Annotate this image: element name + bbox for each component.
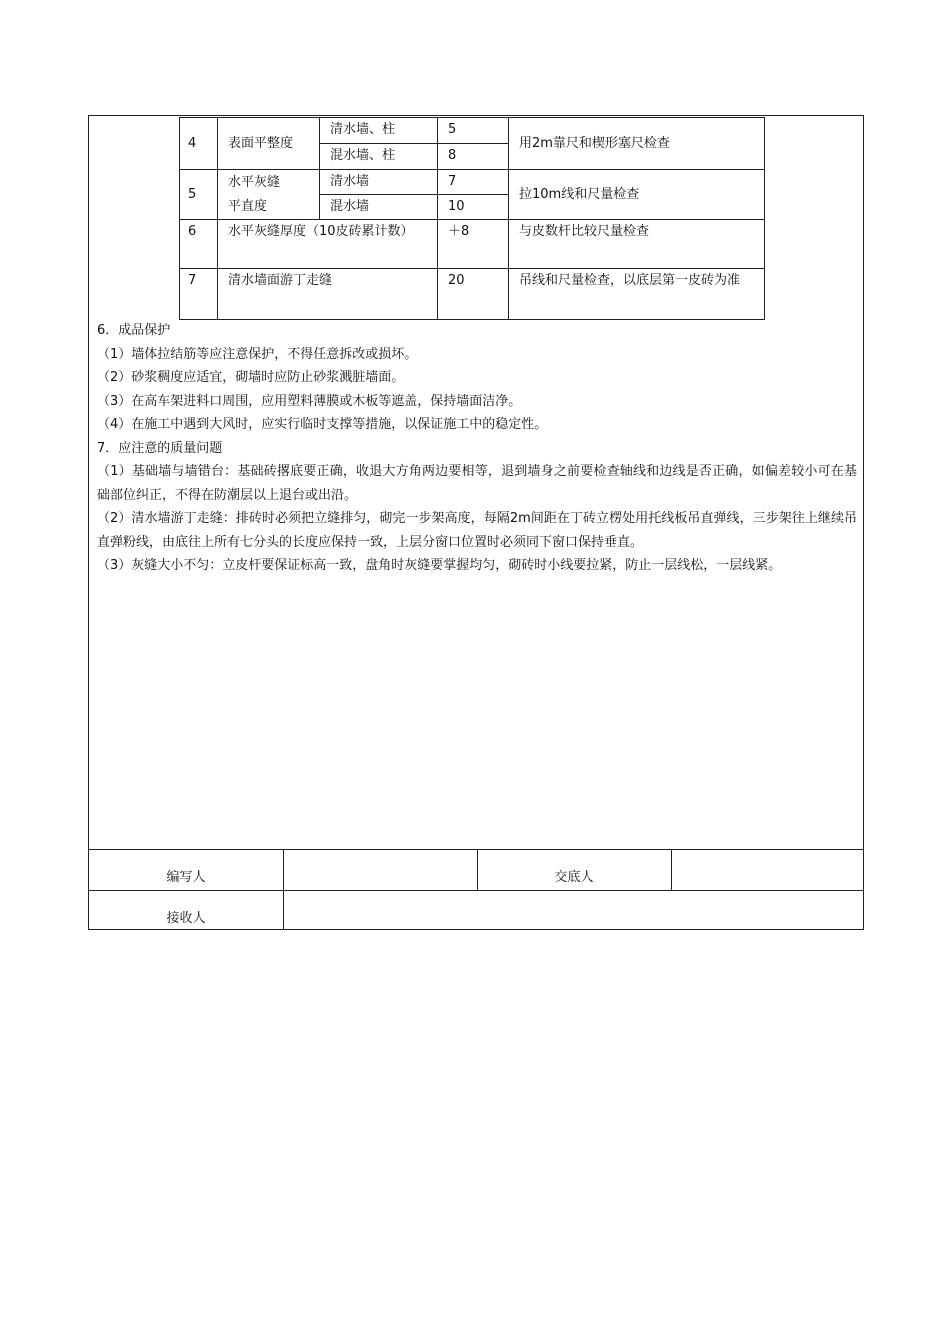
row-number: 4 — [180, 118, 218, 170]
tolerance-value: 20 — [438, 269, 509, 320]
receiver-label: 接收人 — [89, 890, 283, 929]
discloser-field[interactable] — [671, 849, 863, 890]
check-method: 吊线和尺量检查，以底层第一皮砖为准 — [509, 269, 765, 320]
section-heading: 6．成品保护 — [97, 323, 171, 338]
table-row — [180, 220, 765, 269]
paragraph: （3）在高车架进料口周围，应用塑料薄膜或木板等遮盖，保持墙面洁净。 — [97, 393, 522, 409]
paragraph: （1）墙体拉结筋等应注意保护，不得任意拆改或损坏。 — [97, 346, 418, 362]
tolerance-table — [179, 117, 765, 320]
sub-item: 混水墙、柱 — [320, 144, 438, 170]
divider — [671, 849, 672, 890]
check-method: 用2m靠尺和楔形塞尺检查 — [509, 118, 765, 170]
check-item: 水平灰缝厚度（10皮砖累计数） — [218, 220, 438, 269]
paragraph: （2）砂浆稠度应适宜，砌墙时应防止砂浆溅脏墙面。 — [97, 370, 405, 385]
section-heading: 7．应注意的质量问题 — [97, 440, 223, 456]
row-number: 7 — [180, 269, 218, 320]
check-item: 表面平整度 — [218, 118, 320, 170]
sub-item: 混水墙 — [320, 195, 438, 220]
tolerance-value: ＋8 — [438, 220, 509, 269]
tolerance-value: 8 — [438, 144, 509, 170]
check-item-line: 水平灰缝 — [228, 174, 281, 190]
table-row — [180, 118, 765, 144]
tolerance-value: 5 — [438, 118, 509, 144]
discloser-label: 交底人 — [477, 849, 671, 890]
check-item: 清水墙面游丁走缝 — [218, 269, 438, 320]
writer-label: 编写人 — [89, 849, 283, 890]
signature-block — [89, 849, 863, 929]
sub-item: 清水墙、柱 — [320, 118, 438, 144]
row-number: 6 — [180, 220, 218, 269]
body-text — [97, 319, 857, 578]
tolerance-value: 7 — [438, 170, 509, 195]
row-number: 5 — [180, 170, 218, 220]
divider — [477, 849, 478, 890]
check-method: 与皮数杆比较尺量检查 — [509, 220, 765, 269]
table-row — [180, 170, 765, 195]
document-frame — [88, 115, 864, 930]
check-item — [218, 170, 320, 220]
check-item-line: 平直度 — [228, 198, 268, 214]
paragraph: （2）清水墙游丁走缝：排砖时必须把立缝排匀，砌完一步架高度，每隔2m间距在丁砖立楞处用托线板吊直弹线，三步架往上继续吊直弹粉线，由底往上所有七分头的长度应保持一致，上层分窗口位置时必须同下窗口保持垂直。 — [97, 511, 857, 550]
writer-field[interactable] — [283, 849, 477, 890]
receiver-field[interactable] — [283, 890, 863, 929]
table-row — [180, 269, 765, 320]
check-method: 拉10m线和尺量检查 — [509, 170, 765, 220]
tolerance-value: 10 — [438, 195, 509, 220]
divider — [283, 849, 284, 929]
paragraph: （1）基础墙与墙错台：基础砖撂底要正确，收退大方角两边要相等，退到墙身之前要检查轴线和边线是否正确，如偏差较小可在基础部位纠正，不得在防潮层以上退台或出沿。 — [97, 464, 857, 503]
sub-item: 清水墙 — [320, 170, 438, 195]
paragraph: （3）灰缝大小不匀：立皮杆要保证标高一致，盘角时灰缝要掌握均匀，砌砖时小线要拉紧，防止一层线松，一层线紧。 — [97, 558, 782, 573]
paragraph: （4）在施工中遇到大风时，应实行临时支撑等措施，以保证施工中的稳定性。 — [97, 417, 548, 432]
